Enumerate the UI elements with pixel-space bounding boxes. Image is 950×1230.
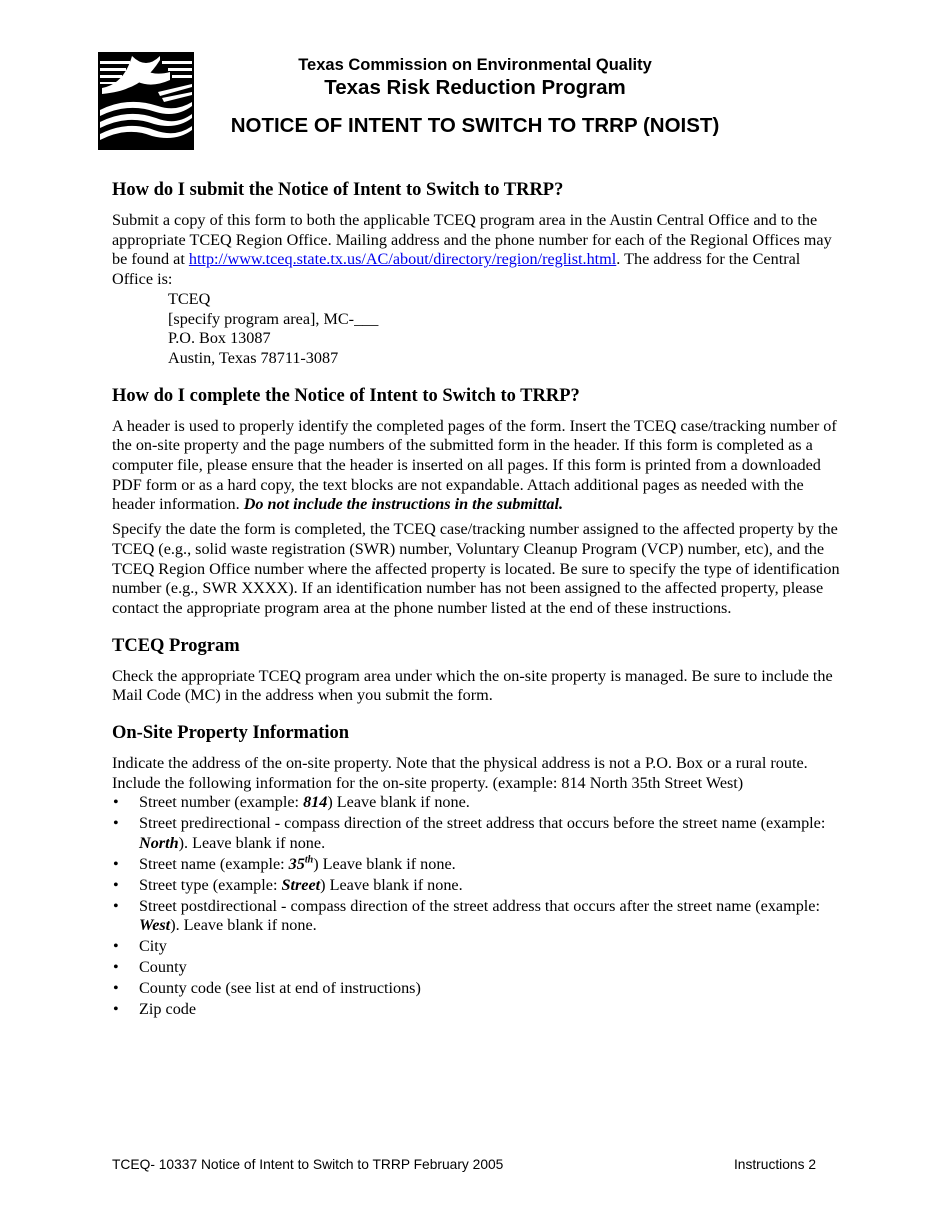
- property-intro: Indicate the address of the on-site property. Note that the physical address is not a P.O. Box or a rural route. Include the following information for the on-site property. (example: 814 North 35th Street West): [112, 754, 808, 792]
- footer-page-label: Instructions 2: [733, 1157, 816, 1172]
- list-item: • County: [112, 958, 844, 978]
- list-item: • Zip code: [112, 1000, 844, 1020]
- submit-text-end: . The address for the Central Office is:: [112, 250, 801, 289]
- form-title: NOTICE OF INTENT TO SWITCH TO TRRP (NOIST): [230, 114, 720, 137]
- address-line: [specify program area], MC-___: [168, 309, 379, 328]
- submit-section: [112, 179, 844, 369]
- program-name: Texas Risk Reduction Program: [324, 76, 626, 99]
- complete-paragraph-1: [112, 417, 844, 516]
- complete-heading: How do I complete the Notice of Intent to Switch to TRRP?: [112, 385, 580, 406]
- list-item: • County code (see list at end of instructions): [112, 979, 844, 999]
- submit-paragraph: [112, 211, 844, 290]
- property-fields-list: [112, 793, 844, 1019]
- submittal-warning: Do not include the instructions in the submittal.: [243, 495, 564, 514]
- list-item: • Street number (example: 814) Leave blank if none.: [112, 793, 844, 813]
- address-line: Austin, Texas 78711-3087: [168, 348, 339, 367]
- footer-form-id: TCEQ- 10337 Notice of Intent to Switch to TRRP February 2005: [112, 1157, 504, 1172]
- list-item: • City: [112, 937, 844, 957]
- property-heading: On-Site Property Information: [112, 723, 350, 744]
- list-item: • Street predirectional - compass direction of the street address that occurs before the street name (example: North). Leave blank if none.: [112, 814, 844, 853]
- regional-offices-link[interactable]: http://www.tceq.state.tx.us/AC/about/directory/region/reglist.html: [188, 250, 617, 269]
- submit-heading: How do I submit the Notice of Intent to Switch to TRRP?: [112, 180, 564, 200]
- submit-text: Submit a copy of this form to both the applicable TCEQ program area in the Austin Central Office and to the appropriate TCEQ Region Office. Mailing address and the phone number for each of the Regional Offices may be found at: [112, 211, 832, 269]
- program-heading: TCEQ Program: [112, 635, 240, 656]
- agency-name: Texas Commission on Environmental Quality: [298, 56, 652, 74]
- list-item: • Street type (example: Street) Leave blank if none.: [112, 876, 844, 896]
- program-section: [112, 635, 844, 706]
- complete-section: [112, 385, 844, 619]
- list-item: • Street name (example: 35th) Leave blank if none.: [112, 855, 844, 875]
- address-line: P.O. Box 13087: [168, 329, 271, 348]
- list-item: • Street postdirectional - compass direction of the street address that occurs after the street name (example: West). Leave blank if none.: [112, 897, 844, 936]
- central-office-address: [112, 290, 844, 369]
- program-paragraph: Check the appropriate TCEQ program area under which the on-site property is managed. Be sure to include the Mail Code (MC) in the address when you submit the form.: [112, 666, 833, 705]
- complete-text-1: A header is used to properly identify the completed pages of the form. Insert the TCEQ case/tracking number of the on-site property and the page numbers of the submitted form in the header. If this form is completed as a computer file, please ensure that the header is inserted on all pages. If this form is printed from a downloaded PDF form or as a hard copy, the text blocks are not expandable. Attach additional pages as needed with the header information.: [112, 416, 837, 514]
- address-line: TCEQ: [168, 289, 211, 308]
- tceq-logo: [98, 52, 194, 150]
- complete-paragraph-2: Specify the date the form is completed, the TCEQ case/tracking number assigned to the affected property by the TCEQ (e.g., solid waste registration (SWR) number, Voluntary Cleanup Program (VCP) number, etc), and the TCEQ Region Office number where the affected property is located. Be sure to specify the type of identification number (e.g., SWR XXXX). If an identification number has not been assigned to the affected property, please contact the appropriate program area at the phone number listed at the end of these instructions.: [112, 520, 840, 617]
- instructions-body: [112, 179, 844, 1036]
- property-section: [112, 722, 844, 1020]
